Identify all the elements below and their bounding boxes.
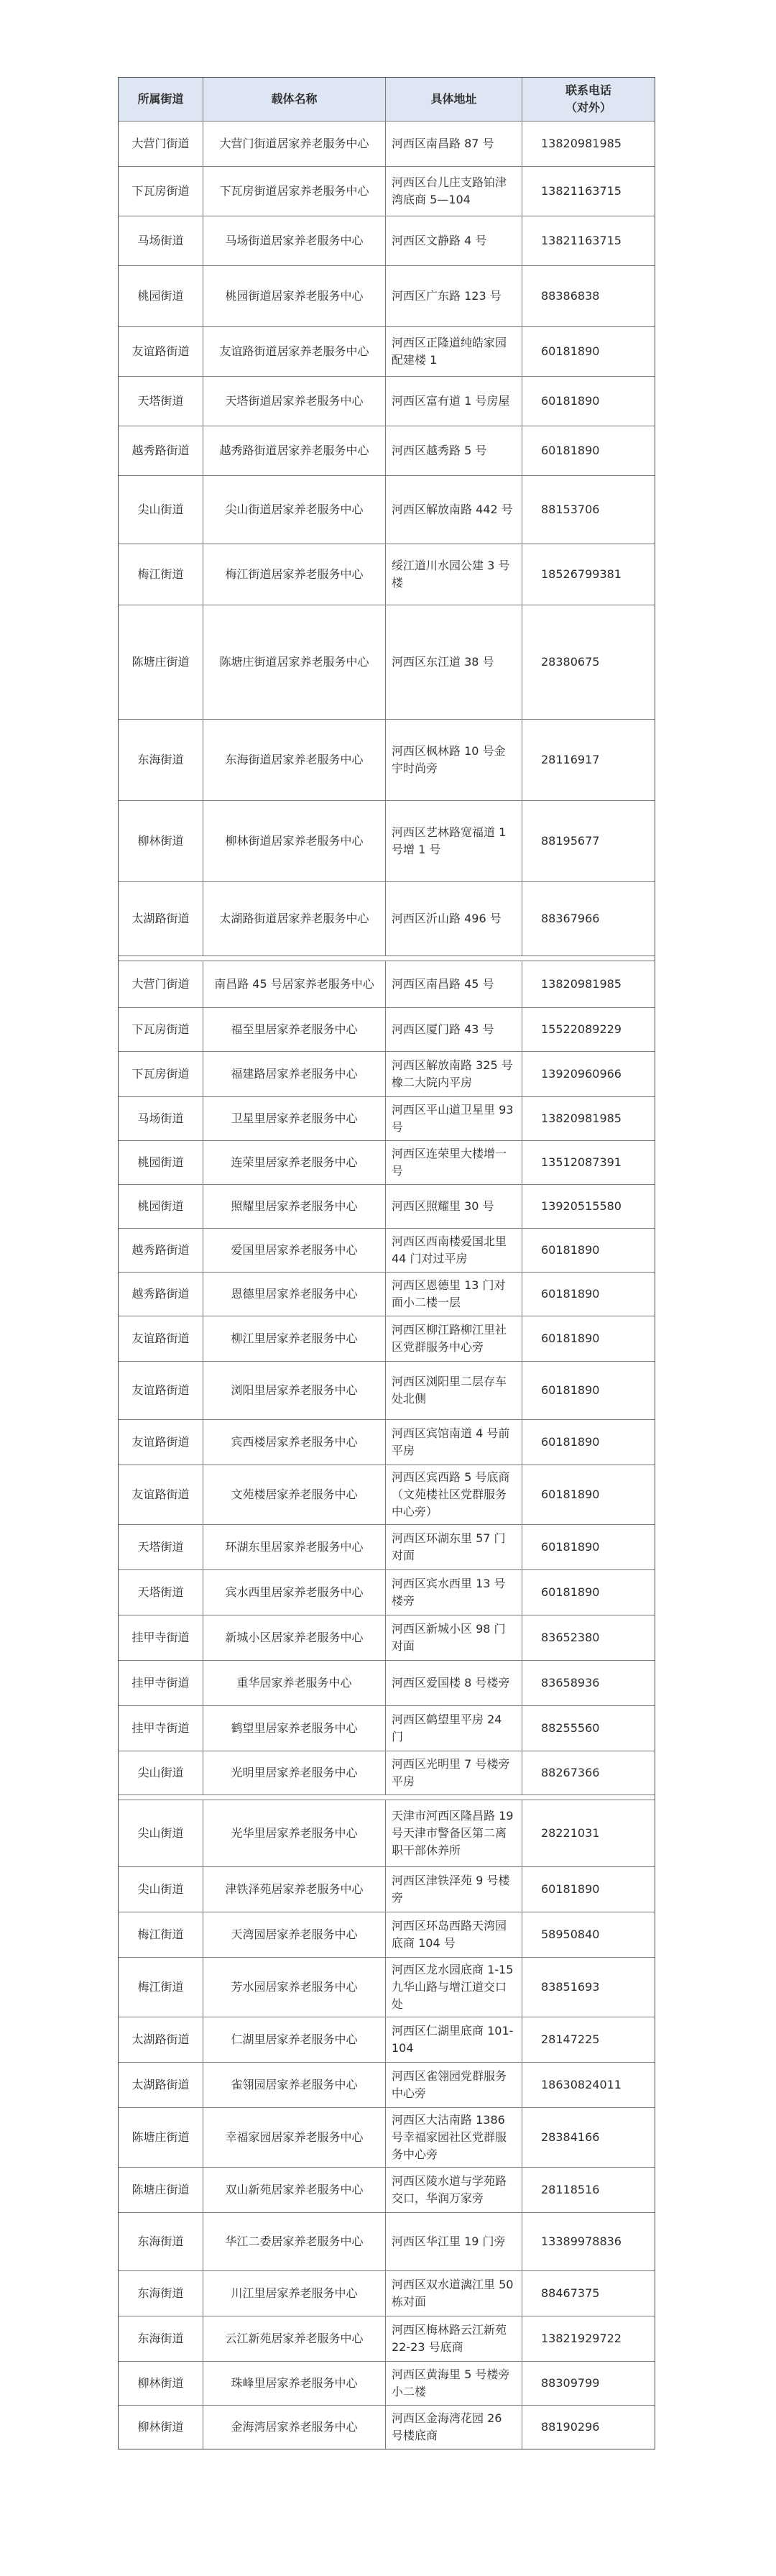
address-cell: 天津市河西区隆昌路 19 号天津市警备区第二离职干部休养所: [386, 1800, 522, 1866]
name-cell: 连荣里居家养老服务中心: [203, 1141, 386, 1184]
name-cell: 仁湖里居家养老服务中心: [203, 2017, 386, 2062]
phone-cell: 13821163715: [541, 234, 622, 247]
table-row: [119, 167, 655, 216]
phone-cell: 88467375: [541, 2286, 600, 2300]
address-cell: 河西区光明里 7 号楼旁平房: [386, 1751, 522, 1795]
name-cell: 马场街道居家养老服务中心: [203, 216, 386, 265]
table-row: [119, 2017, 655, 2063]
phone-cell: 28116917: [541, 753, 600, 766]
name-cell: 川江里居家养老服务中心: [203, 2271, 386, 2316]
address-cell: 河西区南昌路 87 号: [386, 122, 522, 166]
table-row: [119, 1912, 655, 1958]
table-row: [119, 2063, 655, 2108]
table-row: [119, 882, 655, 956]
name-cell: 天塔街道居家养老服务中心: [203, 377, 386, 426]
name-cell: 福建路居家养老服务中心: [203, 1052, 386, 1096]
name-cell: 柳林街道居家养老服务中心: [203, 801, 386, 881]
address-cell: 河西区雀翎园党群服务中心旁: [386, 2063, 522, 2107]
table-row: [119, 1465, 655, 1525]
phone-cell: 60181890: [541, 1331, 600, 1345]
phone-cell: 28221031: [541, 1826, 600, 1840]
name-cell: 福至里居家养老服务中心: [203, 1008, 386, 1051]
phone-cell: 88309799: [541, 2376, 600, 2390]
phone-cell: 60181890: [541, 344, 600, 358]
name-cell: 重华居家养老服务中心: [203, 1661, 386, 1705]
address-cell: 河西区浏阳里二层存车处北侧: [386, 1362, 522, 1419]
phone-cell: 60181890: [541, 1243, 600, 1257]
address-cell: 河西区正隆道纯皓家园配建楼 1: [386, 327, 522, 376]
header-phone: [522, 78, 655, 121]
name-cell: 天湾园居家养老服务中心: [203, 1912, 386, 1957]
name-cell: 环湖东里居家养老服务中心: [203, 1525, 386, 1569]
phone-cell: 88195677: [541, 834, 600, 848]
table-row: [119, 1751, 655, 1795]
address-cell: 河西区富有道 1 号房屋: [386, 377, 522, 426]
district-cell: 友谊路街道: [119, 1316, 203, 1361]
address-cell: 河西区平山道卫星里 93 号: [386, 1097, 522, 1140]
name-cell: 文苑楼居家养老服务中心: [203, 1465, 386, 1524]
phone-cell: 83851693: [541, 1980, 600, 1994]
address-cell: 河西区恩德里 13 门对面小二楼一层: [386, 1273, 522, 1316]
district-cell: 天塔街道: [119, 377, 203, 426]
phone-cell: 88153706: [541, 503, 600, 516]
phone-cell: 15522089229: [541, 1022, 622, 1036]
table-row: [119, 476, 655, 544]
address-cell: 河西区艺林路宽福道 1 号增 1 号: [386, 801, 522, 881]
phone-cell: 88386838: [541, 289, 600, 303]
table-row: [119, 1420, 655, 1465]
phone-cell: 60181890: [541, 1383, 600, 1397]
address-cell: 河西区鹤望里平房 24 门: [386, 1706, 522, 1751]
address-cell: 河西区东江道 38 号: [386, 605, 522, 719]
phone-cell: 83658936: [541, 1676, 600, 1690]
table-row: [119, 1052, 655, 1097]
address-cell: 河西区柳江路柳江里社区党群服务中心旁: [386, 1316, 522, 1361]
table-row: [119, 1570, 655, 1615]
address-cell: 河西区梅林路云江新苑 22-23 号底商: [386, 2316, 522, 2361]
district-cell: 桃园街道: [119, 266, 203, 326]
district-cell: 友谊路街道: [119, 327, 203, 376]
header-phone-note: （对外）: [565, 101, 611, 114]
address-cell: 河西区沂山路 496 号: [386, 882, 522, 955]
table-row: [119, 2271, 655, 2316]
table-row: [119, 1867, 655, 1912]
name-cell: 宾西楼居家养老服务中心: [203, 1420, 386, 1465]
table-row: [119, 2108, 655, 2168]
name-cell: 陈塘庄街道居家养老服务中心: [203, 605, 386, 719]
table-row: [119, 1661, 655, 1706]
district-cell: 东海街道: [119, 2316, 203, 2361]
phone-cell: 13821163715: [541, 184, 622, 198]
district-cell: 柳林街道: [119, 801, 203, 881]
table-row: [119, 605, 655, 720]
address-cell: 河西区解放南路 442 号: [386, 476, 522, 544]
name-cell: 芳水园居家养老服务中心: [203, 1958, 386, 2017]
address-cell: 河西区环湖东里 57 门对面: [386, 1525, 522, 1569]
phone-cell: 13820981985: [541, 1111, 622, 1125]
district-cell: 越秀路街道: [119, 1229, 203, 1272]
phone-cell: 13389978836: [541, 2234, 622, 2248]
district-cell: 挂甲寺街道: [119, 1706, 203, 1751]
district-cell: 挂甲寺街道: [119, 1615, 203, 1660]
address-cell: 河西区新城小区 98 门对面: [386, 1615, 522, 1660]
name-cell: 鹤望里居家养老服务中心: [203, 1706, 386, 1751]
table-row: [119, 1362, 655, 1420]
name-cell: 尖山街道居家养老服务中心: [203, 476, 386, 544]
district-cell: 友谊路街道: [119, 1465, 203, 1524]
district-cell: 挂甲寺街道: [119, 1661, 203, 1705]
address-cell: 河西区枫林路 10 号金宇时尚旁: [386, 720, 522, 800]
table-row: [119, 2316, 655, 2362]
section-separator: [119, 956, 655, 961]
table-row: [119, 2406, 655, 2449]
table-row: [119, 377, 655, 426]
phone-cell: 88255560: [541, 1721, 600, 1735]
address-cell: 河西区宾西路 5 号底商（文苑楼社区党群服务中心旁）: [386, 1465, 522, 1524]
district-cell: 越秀路街道: [119, 1273, 203, 1316]
name-cell: 华江二委居家养老服务中心: [203, 2213, 386, 2270]
name-cell: 大营门街道居家养老服务中心: [203, 122, 386, 166]
address-cell: 河西区双水道漓江里 50 栋对面: [386, 2271, 522, 2316]
district-cell: 柳林街道: [119, 2406, 203, 2449]
district-cell: 太湖路街道: [119, 2017, 203, 2062]
table-row: [119, 266, 655, 327]
phone-cell: 18630824011: [541, 2078, 622, 2091]
name-cell: 柳江里居家养老服务中心: [203, 1316, 386, 1361]
phone-cell: 28147225: [541, 2032, 600, 2046]
table-row: [119, 1316, 655, 1362]
table-row: [119, 1097, 655, 1141]
phone-cell: 60181890: [541, 1435, 600, 1449]
phone-cell: 60181890: [541, 1488, 600, 1501]
district-cell: 下瓦房街道: [119, 1008, 203, 1051]
phone-cell: 60181890: [541, 1585, 600, 1599]
district-cell: 尖山街道: [119, 1800, 203, 1866]
phone-cell: 88267366: [541, 1766, 600, 1779]
district-cell: 下瓦房街道: [119, 167, 203, 216]
district-cell: 大营门街道: [119, 122, 203, 166]
address-cell: 河西区津铁泽苑 9 号楼旁: [386, 1867, 522, 1912]
district-cell: 桃园街道: [119, 1141, 203, 1184]
table-row: [119, 2213, 655, 2271]
address-cell: 河西区大沽南路 1386 号幸福家园社区党群服务中心旁: [386, 2108, 522, 2167]
phone-cell: 28118516: [541, 2183, 600, 2196]
district-cell: 东海街道: [119, 2271, 203, 2316]
name-cell: 照耀里居家养老服务中心: [203, 1185, 386, 1228]
phone-cell: 18526799381: [541, 567, 622, 581]
address-cell: 河西区连荣里大楼增一号: [386, 1141, 522, 1184]
header-phone-label: 联系电话: [565, 83, 611, 97]
address-cell: 河西区文静路 4 号: [386, 216, 522, 265]
district-cell: 马场街道: [119, 1097, 203, 1140]
name-cell: 珠峰里居家养老服务中心: [203, 2362, 386, 2405]
table-row: [119, 1273, 655, 1316]
district-cell: 陈塘庄街道: [119, 2168, 203, 2212]
table-row: [119, 2168, 655, 2213]
district-cell: 越秀路街道: [119, 426, 203, 475]
phone-cell: 28380675: [541, 655, 600, 669]
name-cell: 太湖路街道居家养老服务中心: [203, 882, 386, 955]
table-row: [119, 544, 655, 605]
district-cell: 友谊路街道: [119, 1420, 203, 1465]
name-cell: 南昌路 45 号居家养老服务中心: [203, 961, 386, 1007]
district-cell: 马场街道: [119, 216, 203, 265]
district-cell: 陈塘庄街道: [119, 605, 203, 719]
phone-cell: 60181890: [541, 394, 600, 408]
district-cell: 大营门街道: [119, 961, 203, 1007]
header-name: 载体名称: [203, 78, 386, 121]
district-cell: 尖山街道: [119, 1867, 203, 1912]
district-cell: 陈塘庄街道: [119, 2108, 203, 2167]
phone-cell: 28384166: [541, 2130, 600, 2144]
phone-cell: 83652380: [541, 1631, 600, 1644]
phone-cell: 58950840: [541, 1928, 600, 1941]
phone-cell: 60181890: [541, 444, 600, 457]
table-row: [119, 1615, 655, 1661]
address-cell: 河西区厦门路 43 号: [386, 1008, 522, 1051]
phone-cell: 88367966: [541, 912, 600, 925]
address-cell: 河西区西南楼爱国北里 44 门对过平房: [386, 1229, 522, 1272]
district-cell: 太湖路街道: [119, 2063, 203, 2107]
name-cell: 雀翎园居家养老服务中心: [203, 2063, 386, 2107]
phone-cell: 13920515580: [541, 1199, 622, 1213]
district-cell: 桃园街道: [119, 1185, 203, 1228]
name-cell: 越秀路街道居家养老服务中心: [203, 426, 386, 475]
name-cell: 光明里居家养老服务中心: [203, 1751, 386, 1795]
address-cell: 河西区广东路 123 号: [386, 266, 522, 326]
district-cell: 梅江街道: [119, 1958, 203, 2017]
header-address: 具体地址: [386, 78, 522, 121]
table-row: [119, 327, 655, 377]
table-header: [119, 78, 655, 122]
address-cell: 河西区爱国楼 8 号楼旁: [386, 1661, 522, 1705]
address-cell: 绥江道川水园公建 3 号楼: [386, 544, 522, 605]
table-row: [119, 216, 655, 266]
district-cell: 下瓦房街道: [119, 1052, 203, 1096]
name-cell: 云江新苑居家养老服务中心: [203, 2316, 386, 2361]
address-cell: 河西区金海湾花园 26 号楼底商: [386, 2406, 522, 2449]
address-cell: 河西区仁湖里底商 101-104: [386, 2017, 522, 2062]
table-row: [119, 720, 655, 801]
table-row: [119, 1525, 655, 1570]
district-cell: 梅江街道: [119, 1912, 203, 1957]
address-cell: 河西区越秀路 5 号: [386, 426, 522, 475]
phone-cell: 88190296: [541, 2420, 600, 2434]
district-cell: 太湖路街道: [119, 882, 203, 955]
name-cell: 金海湾居家养老服务中心: [203, 2406, 386, 2449]
address-cell: 河西区华江里 19 门旁: [386, 2213, 522, 2270]
name-cell: 卫星里居家养老服务中心: [203, 1097, 386, 1140]
section-separator: [119, 1795, 655, 1800]
phone-cell: 13821929722: [541, 2332, 622, 2345]
table-row: [119, 801, 655, 882]
address-cell: 河西区龙水园底商 1-15 九华山路与增江道交口处: [386, 1958, 522, 2017]
phone-cell: 60181890: [541, 1287, 600, 1301]
service-center-table: [118, 77, 655, 2449]
address-cell: 河西区解放南路 325 号橡二大院内平房: [386, 1052, 522, 1096]
name-cell: 浏阳里居家养老服务中心: [203, 1362, 386, 1419]
district-cell: 东海街道: [119, 720, 203, 800]
name-cell: 宾水西里居家养老服务中心: [203, 1570, 386, 1615]
name-cell: 下瓦房街道居家养老服务中心: [203, 167, 386, 216]
table-row: [119, 2362, 655, 2406]
district-cell: 友谊路街道: [119, 1362, 203, 1419]
district-cell: 梅江街道: [119, 544, 203, 605]
address-cell: 河西区环岛西路天湾园底商 104 号: [386, 1912, 522, 1957]
table-row: [119, 426, 655, 476]
table-row: [119, 1141, 655, 1185]
address-cell: 河西区南昌路 45 号: [386, 961, 522, 1007]
table-row: [119, 1185, 655, 1229]
address-cell: 河西区宾水西里 13 号楼旁: [386, 1570, 522, 1615]
name-cell: 新城小区居家养老服务中心: [203, 1615, 386, 1660]
table-row: [119, 961, 655, 1008]
table-row: [119, 1229, 655, 1273]
table-row: [119, 122, 655, 167]
name-cell: 光华里居家养老服务中心: [203, 1800, 386, 1866]
district-cell: 尖山街道: [119, 1751, 203, 1795]
phone-cell: 60181890: [541, 1882, 600, 1896]
name-cell: 幸福家园居家养老服务中心: [203, 2108, 386, 2167]
district-cell: 东海街道: [119, 2213, 203, 2270]
phone-cell: 13820981985: [541, 977, 622, 991]
table-row: [119, 1800, 655, 1867]
district-cell: 天塔街道: [119, 1525, 203, 1569]
name-cell: 双山新苑居家养老服务中心: [203, 2168, 386, 2212]
address-cell: 河西区黄海里 5 号楼旁小二楼: [386, 2362, 522, 2405]
district-cell: 天塔街道: [119, 1570, 203, 1615]
table-row: [119, 1008, 655, 1052]
table-row: [119, 1958, 655, 2017]
name-cell: 恩德里居家养老服务中心: [203, 1273, 386, 1316]
address-cell: 河西区台儿庄支路铂津湾底商 5—104: [386, 167, 522, 216]
name-cell: 桃园街道居家养老服务中心: [203, 266, 386, 326]
district-cell: 尖山街道: [119, 476, 203, 544]
table-row: [119, 1706, 655, 1751]
header-district: 所属街道: [119, 78, 203, 121]
name-cell: 东海街道居家养老服务中心: [203, 720, 386, 800]
name-cell: 津铁泽苑居家养老服务中心: [203, 1867, 386, 1912]
phone-cell: 13820981985: [541, 137, 622, 150]
name-cell: 爱国里居家养老服务中心: [203, 1229, 386, 1272]
address-cell: 河西区宾馆南道 4 号前平房: [386, 1420, 522, 1465]
address-cell: 河西区陵水道与学苑路交口，华润万家旁: [386, 2168, 522, 2212]
phone-cell: 13920960966: [541, 1067, 622, 1081]
phone-cell: 13512087391: [541, 1155, 622, 1169]
name-cell: 友谊路街道居家养老服务中心: [203, 327, 386, 376]
name-cell: 梅江街道居家养老服务中心: [203, 544, 386, 605]
district-cell: 柳林街道: [119, 2362, 203, 2405]
address-cell: 河西区照耀里 30 号: [386, 1185, 522, 1228]
phone-cell: 60181890: [541, 1540, 600, 1554]
